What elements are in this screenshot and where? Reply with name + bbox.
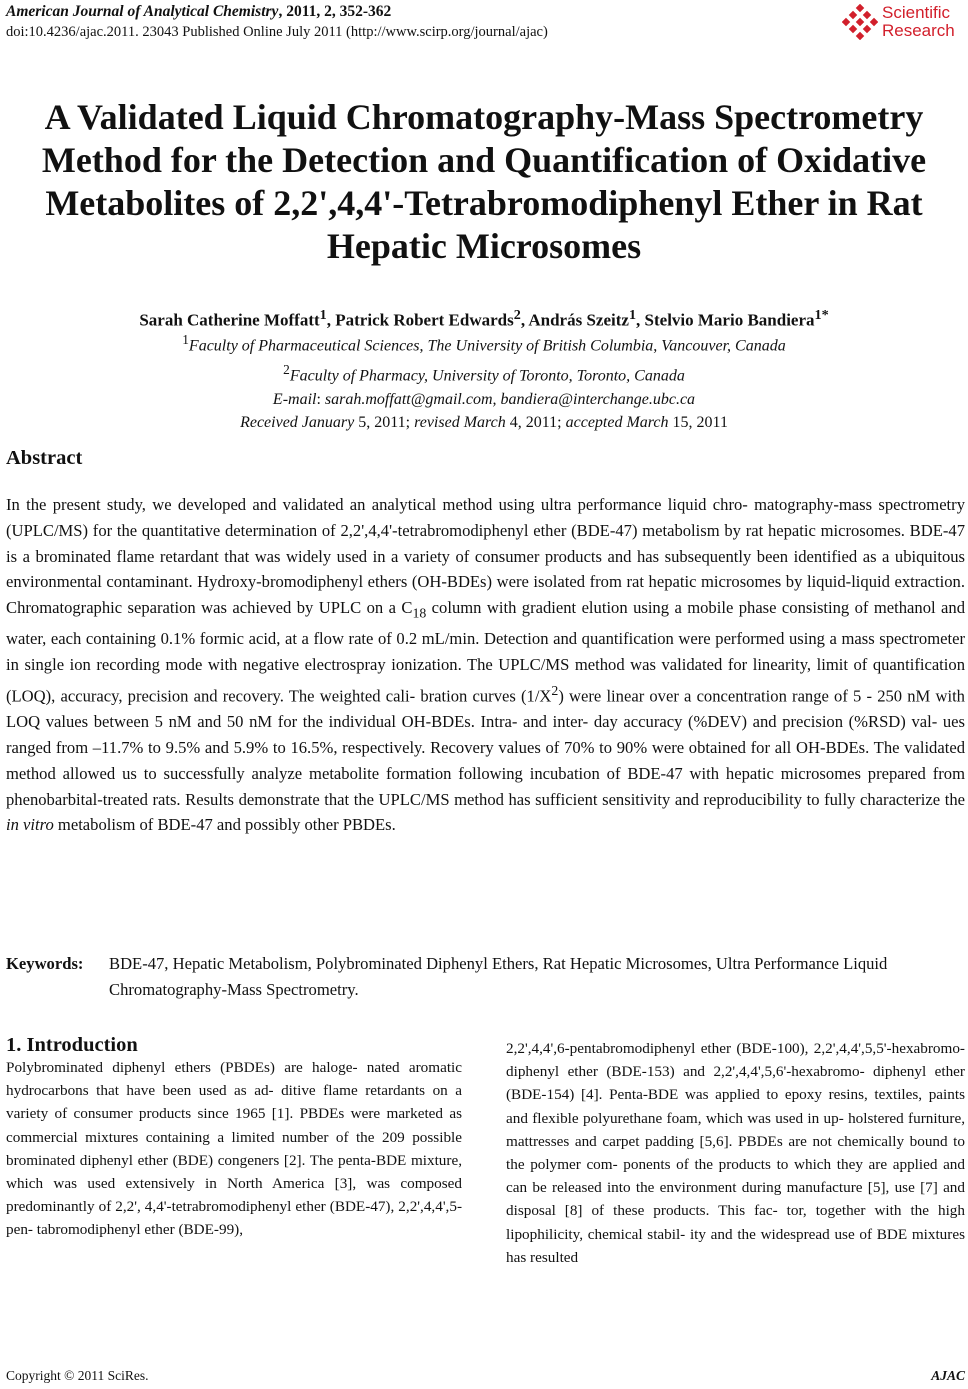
abstract-text: ) were linear over a concentration range of 5 - 250 nM with LOQ values between 5 nM and 50 nM for the individual OH-BDEs. Intra- and inter- day accuracy (%DEV) and precision (%RSD) val- ues ranged from –11.7% to 9.5% and 5.9% to 16.5%, respectively. Recovery values of 70% to 90% were obtained for all OH-BDEs. The validated method allowed us to successfully analyze metabolite formation following incubation of BDE-47 with hepatic microsomes prepared from phenobarbital-treated rats. Results demonstrate that the UPLC/MS method has sufficient sensitivity and reproducibility to fully characterize the xyxy=(6,686,965,809)
volume-info: , 2011, 2, 352-362 xyxy=(278,3,392,20)
affil-location: Vancouver, Canada xyxy=(661,337,786,355)
dates-line xyxy=(0,411,968,435)
copyright: Copyright © 2011 SciRes. xyxy=(6,1368,149,1383)
email-label: E-mail xyxy=(272,390,317,408)
email-addresses[interactable]: sarah.moffatt@gmail.com, bandiera@interchange.ubc.ca xyxy=(324,390,696,408)
accepted-date: 15, 2011 xyxy=(668,414,728,432)
intro-column-left: Polybrominated diphenyl ethers (PBDEs) are haloge- nated aromatic hydrocarbons that have been used as ad- ditive flame retardants on a variety of consumer products since 1965 [1]. PBDEs were marketed as commercial mixtures containing a limited number of the 209 possible brominated diphenyl ether (BDE) congeners [2]. The penta-BDE mixture, which was used extensively in North America [3], was composed predominantly of 2,2', 4,4'-tetrabromodiphenyl ether (BDE-47), 2,2',4,4',5-pen- tabromodiphenyl ether (BDE-99), xyxy=(6,1059,462,1239)
abstract-text: metabolism of BDE-47 and possibly other PBDEs. xyxy=(53,815,396,835)
abstract-heading: Abstract xyxy=(6,447,83,469)
publisher-logo-icon xyxy=(842,4,878,40)
journal-name: American Journal of Analytical Chemistry xyxy=(6,3,279,20)
revised-label: revised March xyxy=(414,414,506,432)
affil-faculty: Faculty of Pharmaceutical Sciences xyxy=(188,337,420,355)
abstract-body xyxy=(6,492,965,838)
author-affil-mark: 2 xyxy=(513,307,521,323)
received-date: 5, 2011; xyxy=(354,414,415,432)
title-line: Method for the Detection and Quantification of Oxidative xyxy=(41,140,927,180)
affiliations xyxy=(0,328,968,435)
received-label: Received January xyxy=(240,414,355,432)
page-footer xyxy=(6,1368,965,1384)
revised-date: 4, 2011; xyxy=(505,414,566,432)
author-name: Sarah Catherine Moffatt xyxy=(139,310,320,330)
author-name: , András Szeitz xyxy=(520,310,629,330)
journal-citation xyxy=(6,2,686,22)
keywords xyxy=(6,951,965,999)
abstract-text: In the present study, we developed and validated an analytical method using ultra performance liquid chro- matography-mass spectrometry (UPLC/MS) for the quantitative determination of 2,2',4,4'-tetrabromodiphenyl ether (BDE-47) metabolism by rat hepatic microsomes. BDE-47 is a brominated flame retardant that was widely used in a variety of consumer products and has subsequently been identified as a ubiquitous environmental contaminant. Hydroxy-bromodiphenyl ethers (OH-BDEs) were isolated from rat hepatic microsomes by liquid-liquid extraction. Chromatographic separation was achieved by UPLC on a C xyxy=(6,495,965,618)
author-name: , Stelvio Mario Bandiera xyxy=(636,310,815,330)
author-affil-mark: 1 xyxy=(628,307,637,323)
publisher-logo-text xyxy=(882,4,955,40)
title-line: A Validated Liquid Chromatography-Mass Spectrometry xyxy=(44,97,924,137)
logo-line-2: Research xyxy=(882,21,955,40)
accepted-label: accepted March xyxy=(565,414,669,432)
abstract-italic: in vitro xyxy=(6,815,54,835)
keywords-list: BDE-47, Hepatic Metabolism, Polybrominated Diphenyl Ethers, Rat Hepatic Microsomes, Ultra Performance Liquid Chromatography-Mass Spectrometry. xyxy=(109,954,888,999)
affil-text: Faculty of Pharmacy, University of Toronto, Toronto, Canada xyxy=(289,367,685,385)
affiliation-2 xyxy=(0,358,968,388)
email-line: E-mail: sarah.moffatt@gmail.com, bandiera@interchange.ubc.ca xyxy=(272,390,696,408)
affil-university: The University of British Columbia xyxy=(427,337,654,355)
author-affil-mark: 1* xyxy=(814,307,829,323)
journal-header xyxy=(6,2,686,42)
title-line: Metabolites of 2,2',4,4'-Tetrabromodiphenyl Ether in Rat xyxy=(45,183,923,223)
logo-line-1: Scientific xyxy=(882,3,951,22)
abstract-text: column with gradient elution using a mobile phase consisting of methanol and water, each containing 0.1% formic acid, at a flow rate of 0.2 mL/min. Detection and quantification were performed using a mass spectrometer in single ion recording mode with negative electrospray ionization. The UPLC/MS method was validated for linearity, limit of quantification (LOQ), accuracy, precision and recovery. The weighted cali- bration curves (1/X xyxy=(6,598,965,706)
keywords-label: Keywords: xyxy=(6,954,84,973)
doi-line: doi:10.4236/ajac.2011. 23043 Published Online July 2011 (http://www.scirp.org/journal/ajac) xyxy=(6,24,548,40)
author-affil-mark: 1 xyxy=(319,307,327,323)
subscript: 18 xyxy=(412,605,427,621)
affiliation-1: $^1$Faculty of Pharmaceutical Sciences, The University of British Columbia, Vancouver, Canada xyxy=(182,332,786,355)
title-line: Hepatic Microsomes xyxy=(326,226,642,266)
publisher-logo xyxy=(842,2,962,42)
paper-title xyxy=(0,96,968,268)
author-name: , Patrick Robert Edwards xyxy=(326,310,514,330)
section-heading-introduction: 1. Introduction xyxy=(6,1034,138,1056)
intro-column-right: 2,2',4,4',6-pentabromodiphenyl ether (BDE-100), 2,2',4,4',5,5'-hexabromo- diphenyl ether (BDE-153) and 2,2',4,4',5,6'-hexabromo- diphenyl ether (BDE-154) [4]. Penta-BDE was applied to epoxy resins, textiles, paints and flexible polyurethane foam, which was used in up- holstered furniture, mattresses and carpet padding [5,6]. PBDEs are not chemically bound to the polymer com- ponents of the products to which they are applied and can be released into the environment during manufacture [5], use [7] and disposal [8] of these products. This fac- tor, together with the high lipophilicity, chemical stabil- ity and the widespread use of BDE mixtures has resulted xyxy=(506,1040,965,1266)
affil-mark: 1 xyxy=(182,332,189,347)
journal-abbreviation: AJAC xyxy=(931,1368,965,1383)
affil-mark: 2 xyxy=(283,361,290,377)
superscript: 2 xyxy=(551,682,559,698)
